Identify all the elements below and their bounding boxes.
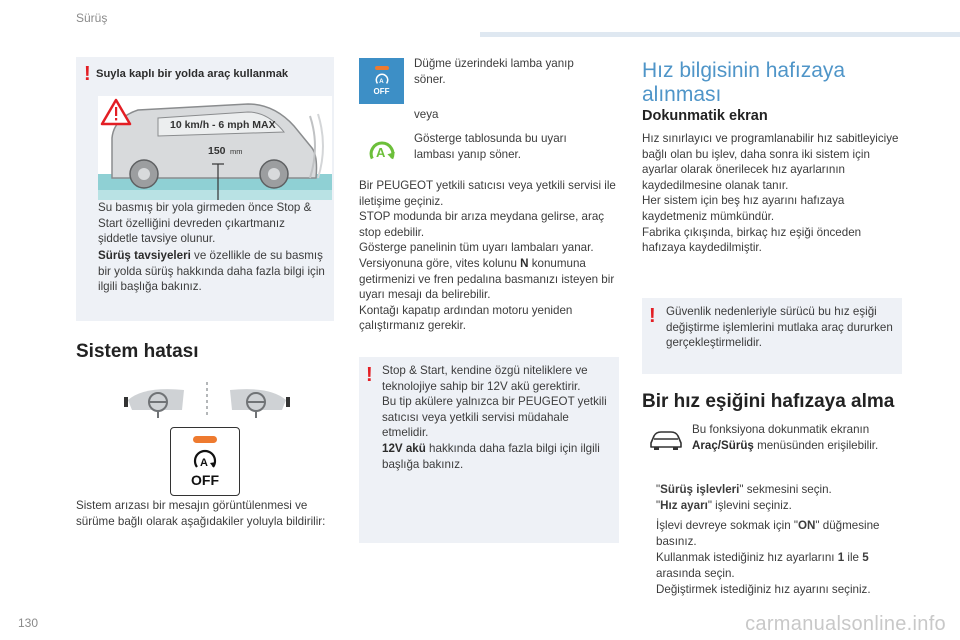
step-1-pre: " — [656, 483, 661, 496]
step-2-text — [656, 498, 792, 514]
access-bold: Araç/Sürüş — [692, 438, 754, 452]
header-section-title: Sürüş — [76, 11, 108, 25]
step-1 — [642, 482, 904, 498]
step-3 — [642, 518, 904, 549]
middle-body-text — [359, 178, 621, 334]
step-3-marker — [642, 518, 656, 549]
intro-line-1: Hız sınırlayıcı ve programlanabilir hız sabitleyiciye bağlı olan bu işlev, daha sonra iki sistem için ayarlar olarak önerilecek hız ayarlarının kaydedilmesine olanak tanır. — [642, 132, 899, 192]
access-post: menüsünden erişilebilir. — [753, 438, 879, 452]
step-3-pre: İşlevi devreye sokmak için " — [656, 519, 799, 532]
step-4-text — [656, 550, 904, 581]
dashboard-lamp-text: Gösterge tablosunda bu uyarı lambası yanıp söner. — [414, 132, 567, 161]
off-small-label: OFF — [373, 87, 390, 96]
flooded-road-para2-rest: ve özellikle de su basmış bir yolda sürüş hakkında daha fazla bilgi için ilgili başlığa bakınız. — [98, 249, 325, 294]
system-failure-heading: Sistem hatası — [76, 341, 199, 362]
access-text — [692, 422, 902, 453]
flooded-road-para2 — [98, 248, 326, 295]
water-depth-unit: mm — [230, 147, 243, 156]
step-5 — [642, 582, 904, 598]
flooded-road-para1: Su basmış bir yola girmeden önce Stop & Start özelliğini devreden çıkartmanız şiddetle tavsiye olunur. — [98, 201, 312, 246]
stop-start-off-button-icon — [170, 427, 240, 496]
car-menu-icon — [648, 428, 684, 450]
speed-memory-intro — [642, 131, 904, 256]
step-5-text: Değiştirmek istediğiniz hız ayarını seçiniz. — [656, 583, 871, 596]
flooded-road-illustration — [98, 96, 332, 200]
note-line-3 — [382, 441, 616, 472]
body-line-1: Bir PEUGEOT yetkili satıcısı veya yetkili servisi ile iletişime geçiniz. — [359, 179, 616, 208]
gear-bold: N — [520, 256, 529, 270]
step-1-bold: Sürüş işlevleri — [660, 483, 740, 496]
orange-lamp-icon — [193, 436, 217, 443]
note-bold: 12V akü — [382, 441, 426, 455]
step-4-mid: ile — [844, 551, 863, 564]
step-4-bold-2: 5 — [862, 551, 869, 564]
button-lamp-off-icon — [359, 58, 404, 104]
orange-lamp-small-icon — [375, 66, 389, 70]
system-failure-text: Sistem arızası bir mesajın görüntülenmesi ve sürüme bağlı olarak aşağıdakiler yoluyla bildirilir: — [76, 499, 326, 528]
button-lamp-text: Düğme üzerindeki lamba yanıp söner. — [414, 57, 574, 86]
water-depth-value: 150 — [208, 145, 226, 157]
step-1-post: " sekmesini seçin. — [739, 483, 832, 496]
or-text: veya — [414, 108, 439, 121]
step-2-pre: " — [656, 499, 661, 512]
body-line-2: STOP modunda bir arıza meydana gelirse, araç stop edebilir. — [359, 210, 605, 239]
svg-text:A: A — [378, 77, 384, 85]
battery-note-exclamation-icon: ! — [366, 364, 373, 386]
step-3-post: " düğmesine basınız. — [656, 519, 880, 548]
step-5-marker — [642, 582, 656, 598]
store-threshold-heading: Bir hız eşiğini hafızaya alma — [642, 391, 895, 412]
speed-memory-heading: Hız bilgisinin hafızaya alınması — [642, 59, 846, 106]
step-4-bold-1: 1 — [837, 551, 845, 564]
access-pre: Bu fonksiyona dokunmatik ekranın — [692, 423, 870, 436]
auto-start-icon — [191, 449, 219, 473]
safety-note-exclamation-icon: ! — [649, 305, 656, 327]
off-label: OFF — [191, 472, 219, 488]
note-line-1: Stop & Start, kendine özgü niteliklere ve teknolojiye sahip bir 12V akü gerektirir. — [382, 364, 588, 393]
step-4-marker — [642, 550, 656, 581]
step-2-post: " işlevini seçiniz. — [707, 499, 792, 512]
warning-exclamation-icon: ! — [84, 63, 91, 85]
svg-text:A: A — [376, 144, 386, 160]
dashboard-warning-lamp-icon — [366, 138, 398, 164]
svg-text:A: A — [200, 457, 208, 469]
step-3-bold: ON — [798, 519, 816, 532]
driving-advice-bold: Sürüş tavsiyeleri — [98, 249, 191, 262]
step-4-pre: Kullanmak istediğiniz hız ayarlarını — [656, 551, 838, 564]
step-2-bold: Hız ayarı — [660, 499, 708, 512]
step-4-post: arasında seçin. — [656, 566, 735, 580]
footer-watermark: carmanualsonline.info — [745, 613, 946, 635]
step-4 — [642, 550, 904, 581]
gear-pre: Versiyonuna göre, vites kolunu — [359, 256, 521, 270]
step-2 — [642, 498, 904, 514]
step-3-text — [656, 518, 904, 549]
page-number: 130 — [18, 616, 39, 630]
step-1-text — [656, 482, 832, 498]
body-line-last: Kontağı kapatıp ardından motoru yeniden çalıştırmanız gerekir. — [359, 303, 573, 333]
step-1-marker — [642, 482, 656, 498]
speed-limit-label: 10 km/h - 6 mph MAX — [170, 119, 276, 131]
auto-start-small-icon — [374, 73, 390, 87]
battery-note-text — [382, 363, 616, 472]
note-rest: hakkında daha fazla bilgi için ilgili başlığa bakınız. — [382, 441, 600, 471]
intro-line-3: Fabrika çıkışında, birkaç hız eşiği önceden hafızaya kaydedilmiştir. — [642, 225, 862, 255]
gear-post: konumuna getirmenizi ve fren pedalına basmanızı isteyen bir uyarı mesajı da belirebilir. — [359, 256, 615, 302]
note-line-2: Bu tip akülere yalnızca bir PEUGEOT yetkili satıcısı veya yetkili servisi müdahale etmelidir. — [382, 395, 607, 440]
flooded-road-warning-title: Suyla kaplı bir yolda araç kullanmak — [96, 68, 289, 80]
body-line-3: Gösterge panelinin tüm uyarı lambaları yanar. — [359, 241, 594, 255]
steering-wheel-icons — [124, 380, 290, 420]
intro-line-2: Her sistem için beş hız ayarını hafızaya kaydetmeniz mümkündür. — [642, 194, 845, 223]
safety-note-text: Güvenlik nedenleriyle sürücü bu hız eşiği değiştirme işlemlerini mutlaka araç dururken gerçekleştirmelidir. — [666, 305, 893, 350]
body-line-gear — [359, 256, 621, 303]
header-rule — [480, 32, 960, 37]
step-2-marker — [642, 498, 656, 514]
touch-screen-subheading: Dokunmatik ekran — [642, 108, 768, 124]
